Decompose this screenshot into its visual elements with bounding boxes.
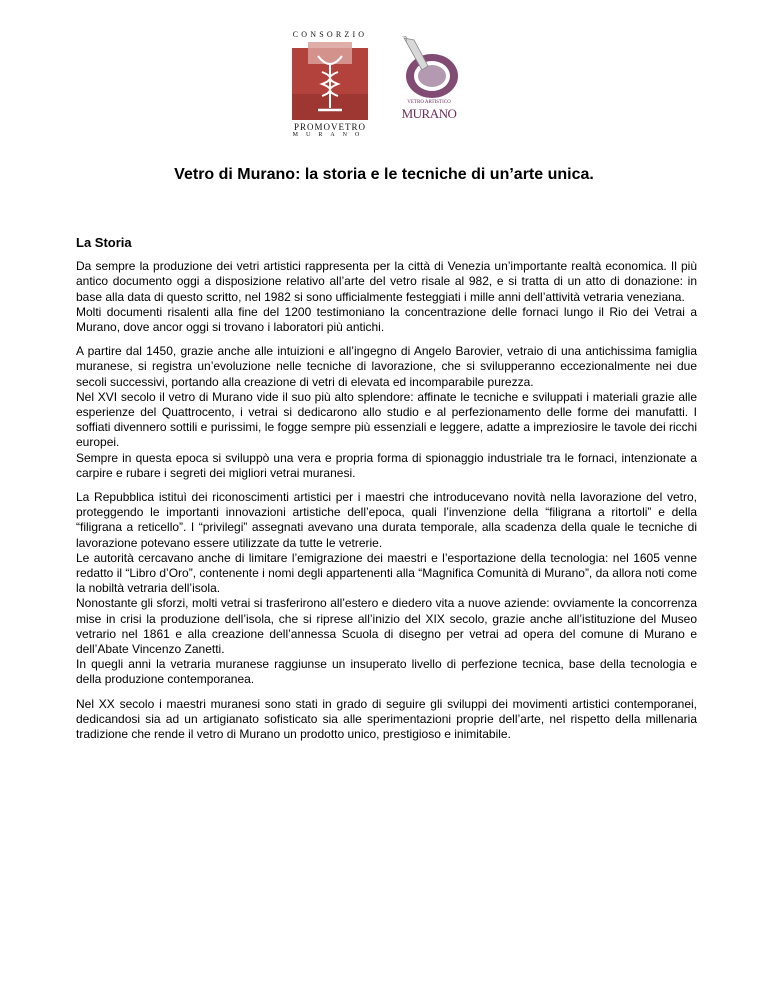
- promovetro-emblem-icon: [278, 42, 382, 122]
- paragraph-line: Nel XVI secolo il vetro di Murano vide il suo più alto splendore: affinate le tecniche e sviluppati i materiali grazie alle esperienze del Quattrocento, i vetrai si dedicarono allo studio e al perfezionamento delle forme dei manufatti. I soffiati divennero sottili e purissimi, le fogge sempre più essenziali e leggere, adatte a impreziosire le tavole dei ricchi europei.: [76, 389, 697, 450]
- paragraph-line: La Repubblica istituì dei riconoscimenti artistici per i maestri che introducevano novità nella lavorazione del vetro, proteggendo le importanti innovazioni artistiche dell’epoca, quali l’invenzione della “filigrana a ritortoli” e della “filigrana a reticello”. I “privilegi” assegnati avevano una durata temporale, alla scadenza della quale le tecniche di lavorazione potevano essere utilizzate da tutte le vetrerie.: [76, 490, 697, 550]
- consorzio-promovetro-logo: [268, 22, 392, 142]
- paragraph-line: Le autorità cercavano anche di limitare l’emigrazione dei maestri e l’esportazione della tecnologia: nel 1605 venne redatto il “Libro d’Oro”, contenente i nomi degli appartenenti alla “Magnifica Comunità di Murano”, da allora noti come la nobiltà vetraria dell’isola.: [76, 550, 697, 596]
- paragraph-line: Molti documenti risalenti alla fine del 1200 testimoniano la concentrazione delle fornaci lungo il Rio dei Vetrai a Murano, dove ancor oggi si trovano i laboratori più antichi.: [76, 304, 697, 335]
- paragraph-line: In quegli anni la vetraria muranese raggiunse un insuperato livello di perfezione tecnica, base della tecnologia e della produzione contemporanea.: [76, 657, 697, 687]
- consorzio-label: CONSORZIO: [292, 30, 368, 39]
- paragraph: [76, 344, 697, 481]
- document-body: [76, 235, 697, 751]
- document-title: Vetro di Murano: la storia e le tecniche di un’arte unica.: [174, 166, 594, 183]
- paragraph-line: Sempre in questa epoca si sviluppò una vera e propria forma di spionaggio industriale tra le fornaci, intenzionate a carpire e rubare i segreti dei migliori vetrai muranesi.: [76, 450, 697, 480]
- vetro-artistico-emblem-icon: [394, 36, 464, 100]
- paragraph: [76, 490, 697, 688]
- promovetro-label: PROMOVETRO: [293, 122, 366, 132]
- paragraph-line: Nonostante gli sforzi, molti vetrai si trasferirono all’estero e diedero vita a nuove aziende: ovviamente la concorrenza mise in crisi la produzione dell’isola, che si riprese all’inizio del XIX secolo, grazie anche all’istituzione del Museo vetrario nel 1861 e alla creazione dell’annessa Scuola di disegno per vetrai ad opera del comune di Murano e dell’Abate Vincenzo Zanetti.: [76, 596, 697, 657]
- murano-small-label: MURANO: [292, 132, 368, 138]
- paragraph-line: Nel XX secolo i maestri muranesi sono stati in grado di seguire gli sviluppi dei movimenti artistici contemporanei, dedicandosi sia ad un artigianato sofisticato sia alle sperimentazioni proprie dell’arte, nel rispetto della millenaria tradizione che rende il vetro di Murano un prodotto unico, prestigioso e inimitabile.: [76, 696, 697, 742]
- paragraph-line: A partire dal 1450, grazie anche alle intuizioni e all’ingegno di Angelo Barovier, vetraio di una antichissima famiglia muranese, si registra un’evoluzione nelle tecniche di lavorazione, che si svilupperanno eccezionalmente nei due secoli successivi, portando alla creazione di vetri di elevata ed incomparabile purezza.: [76, 344, 697, 389]
- section-heading: La Storia: [76, 235, 132, 250]
- vetro-artistico-murano-logo: [394, 36, 464, 126]
- vetro-artistico-label: VETRO ARTISTICO: [407, 100, 451, 105]
- paragraph-line: Da sempre la produzione dei vetri artistici rappresenta per la città di Venezia un’importante realtà economica. Il più antico documento oggi a disposizione relativo all’arte del vetro risale al 982, e si tratta di un atto di donazione: in base alla data di questo scritto, nel 1982 si sono ufficialmente festeggiati i mille anni dell’attività vetraria veneziana.: [76, 259, 697, 304]
- vetro-murano-label: MURANO: [401, 106, 457, 121]
- paragraph: [76, 697, 697, 743]
- paragraph: [76, 259, 697, 335]
